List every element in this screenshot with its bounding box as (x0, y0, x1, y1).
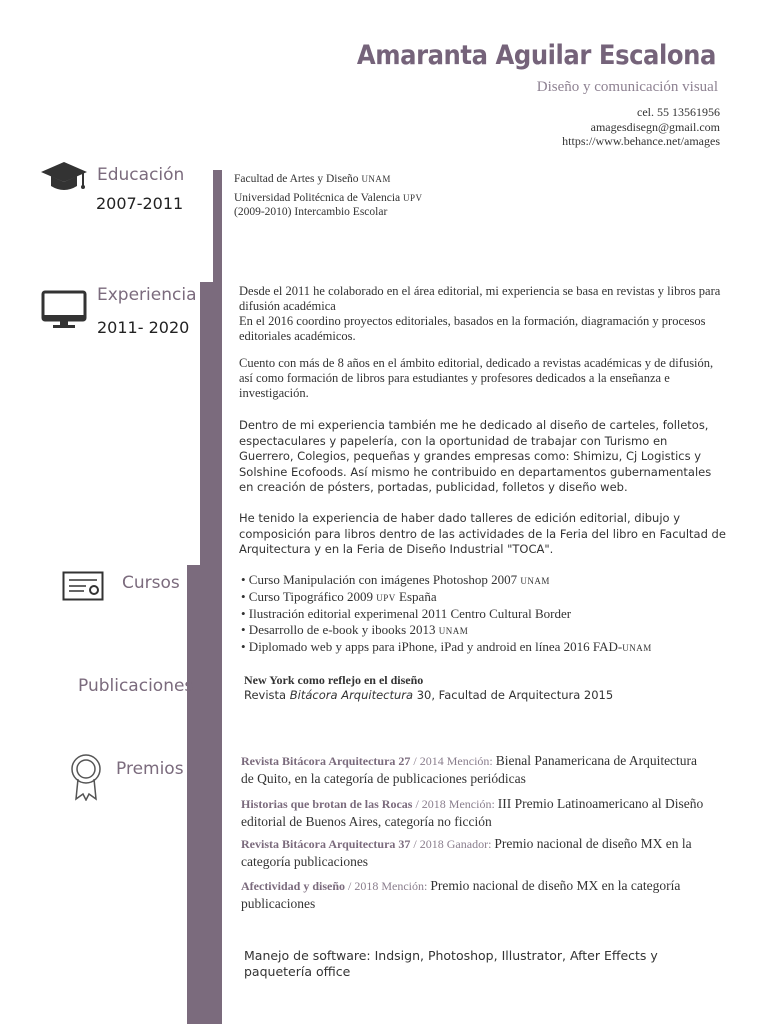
award-ribbon-icon (68, 753, 104, 806)
courses-list (241, 572, 741, 656)
list-item: • Desarrollo de e-book y ibooks 2013 UNAM (241, 622, 469, 637)
experience-title: Experiencia (97, 285, 197, 305)
list-item: • Ilustración editorial experimenal 2011 Centro Cultural Border (241, 606, 572, 621)
education-details: Facultad de Artes y Diseño UNAM Universidad Politécnica de Valencia UPV (2009-2010) Intercambio Escolar (234, 173, 423, 218)
accent-bar-education (213, 170, 222, 285)
list-item: • Diplomado web y apps para iPhone, iPad y android en línea 2016 FAD-UNAM (241, 639, 652, 654)
publication-entry (244, 673, 724, 704)
monitor-icon (41, 290, 87, 335)
experience-paragraph-1: Desde el 2011 he colaborado en el área editorial, mi experiencia se basa en revistas y libros para difusión académica En el 2016 coordino proyectos editoriales, basados en la formación, diagramación y procesos editoriales académicos. (239, 284, 721, 343)
award-entry: Afectividad y diseño / 2018 Mención: Premio nacional de diseño MX en la categoría publicaciones (241, 878, 681, 911)
experience-paragraph-4: He tenido la experiencia de haber dado talleres de edición editorial, dibujo y composición para libros dentro de las actividades de la Feria del libro en Facultad de Arquitectura y en la Feria de Diseño Industrial "TOCA". (239, 511, 726, 556)
list-item: • Curso Manipulación con imágenes Photoshop 2007 UNAM (241, 572, 550, 587)
publication-title: New York como reflejo en el diseño (244, 673, 424, 687)
software-skills: Manejo de software: Indsign, Photoshop, Illustrator, After Effects y paquetería office (244, 948, 658, 979)
experience-paragraph-3: Dentro de mi experiencia también me he dedicado al diseño de carteles, folletos, espectaculares y papelería, con la oportunidad de trabajar con Turismo en Guerrero, Colegios, pequeñas y grandes empresas como: Shimizu, Cj Logistics y Solshine Ecofoods. Así mismo he contribuido en departamentos gubernamentales en creación de pósters, portadas, publicidad, folletos y diseño web. (239, 418, 712, 494)
graduation-cap-icon (40, 160, 88, 199)
award-entry: Historias que brotan de las Rocas / 2018 Mención: III Premio Latinoamericano al Diseño editorial de Buenos Aires, categoría no ficción (241, 796, 704, 829)
experience-years: 2011- 2020 (97, 318, 190, 337)
web-link[interactable]: https://www.behance.net/amages (562, 134, 720, 148)
accent-bar-experience (200, 282, 222, 572)
list-item: • Curso Tipográfico 2009 UPV España (241, 589, 437, 604)
accent-bar-main (187, 565, 222, 1024)
experience-paragraph-2: Cuento con más de 8 años en el ámbito editorial, dedicado a revistas académicas y de difusión, así como formación de libros para estudiantes y profesores dedicados a la enseñanza e investigación. (239, 356, 714, 400)
education-years: 2007-2011 (96, 194, 184, 213)
awards-title: Premios (116, 759, 184, 779)
award-entry: Revista Bitácora Arquitectura 27 / 2014 Mención: Bienal Panamericana de Arquitectura de Quito, en la categoría de publicaciones periódicas (241, 753, 698, 786)
award-entry: Revista Bitácora Arquitectura 37 / 2018 Ganador: Premio nacional de diseño MX en la categoría publicaciones (241, 836, 692, 869)
full-name: Amaranta Aguilar Escalona (356, 40, 716, 71)
courses-title: Cursos (122, 573, 180, 593)
education-title: Educación (97, 165, 185, 185)
certificate-icon (62, 571, 104, 606)
profession-subtitle: Diseño y comunicación visual (536, 79, 718, 95)
publications-title: Publicaciones (78, 676, 194, 696)
phone-text: cel. 55 13561956 (637, 105, 720, 119)
email-link[interactable]: amagesdisegn@gmail.com (590, 120, 720, 134)
publication-source: Revista Bitácora Arquitectura 30, Facultad de Arquitectura 2015 (244, 688, 614, 702)
